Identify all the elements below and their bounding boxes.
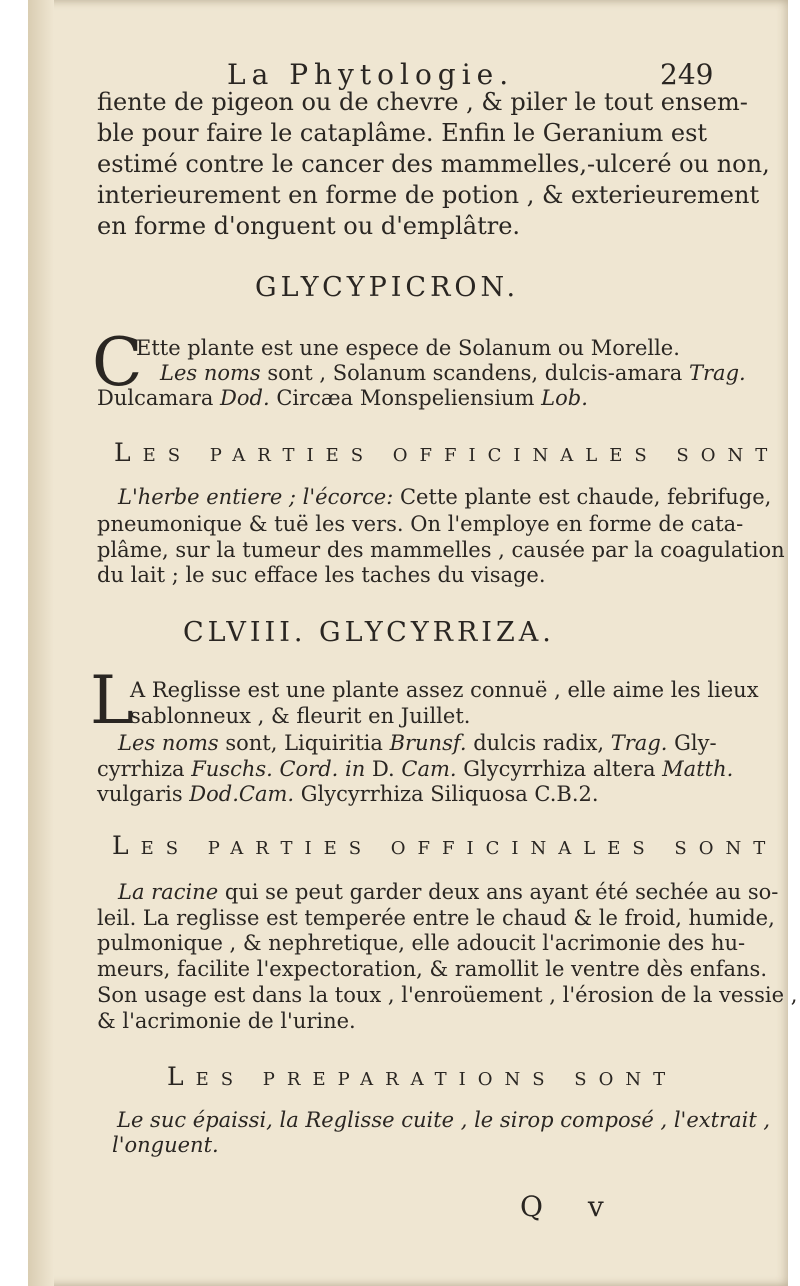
entry-title-glycypicron: GLYCYPICRON. [255,272,520,303]
preparations-line: Le suc épaissi, la Reglisse cuite , le sirop composé , l'extrait , [117,1108,771,1132]
officinal-line: pneumonique & tuë les vers. On l'employe en forme de cata- [97,512,744,536]
officinal-line: plâme, sur la tumeur des mammelles , causée par la coagulation [97,538,785,562]
entry-line: vulgaris Dod.Cam. Glycyrrhiza Siliquosa C.B.2. [97,782,599,806]
officinal-line: La racine qui se peut garder deux ans ayant été sechée au so- [118,880,779,904]
entry-title-glycyrriza: CLVIII. GLYCYRRIZA. [183,617,555,648]
intro-line: interieurement en forme de potion , & exterieurement [97,181,760,209]
intro-line: ble pour faire le cataplâme. Enfin le Geranium est [97,119,708,147]
drop-cap: L [90,662,134,739]
officinal-line: meurs, facilite l'expectoration, & ramollit le ventre dès enfans. [97,957,767,981]
officinal-line: pulmonique , & nephretique, elle adoucit l'acrimonie des hu- [97,931,746,955]
entry-line: sablonneux , & fleurit en Juillet. [130,704,471,728]
entry-line: Les noms sont , Solanum scandens, dulcis-amara Trag. [160,361,746,385]
officinal-line: & l'acrimonie de l'urine. [97,1009,356,1033]
page-number: 249 [660,58,714,91]
entry-line: A Reglisse est une plante assez connuë , elle aime les lieux [130,678,759,702]
intro-line: fiente de pigeon ou de chevre , & piler le tout ensem- [97,88,748,116]
intro-line: en forme d'onguent ou d'emplâtre. [97,212,521,240]
officinal-line: leil. La reglisse est temperée entre le chaud & le froid, humide, [97,906,775,930]
signature-mark: Q v [520,1190,622,1223]
running-title: La Phytologie. [227,58,515,91]
entry-line: Ette plante est une espece de Solanum ou Morelle. [136,336,680,360]
preparations-heading: LES PREPARATIONS SONT [167,1062,678,1091]
preparations-line: l'onguent. [112,1133,219,1157]
entry-line: Dulcamara Dod. Circæa Monspeliensium Lob. [97,386,588,410]
section-heading: LES PARTIES OFFICINALES SONT [114,438,780,467]
entry-line: cyrrhiza Fuschs. Cord. in D. Cam. Glycyrrhiza altera Matth. [97,757,734,781]
section-heading: LES PARTIES OFFICINALES SONT [112,831,778,860]
page-gutter [28,0,54,1286]
intro-line: estimé contre le cancer des mammelles,-ulceré ou non, [97,150,770,178]
officinal-line: du lait ; le suc efface les taches du visage. [97,563,546,587]
officinal-line: Son usage est dans la toux , l'enroüement , l'érosion de la vessie , [97,983,798,1007]
officinal-line: L'herbe entiere ; l'écorce: Cette plante est chaude, febrifuge, [118,485,772,509]
drop-cap: C [92,324,143,401]
entry-line: Les noms sont, Liquiritia Brunsf. dulcis radix, Trag. Gly- [118,731,717,755]
